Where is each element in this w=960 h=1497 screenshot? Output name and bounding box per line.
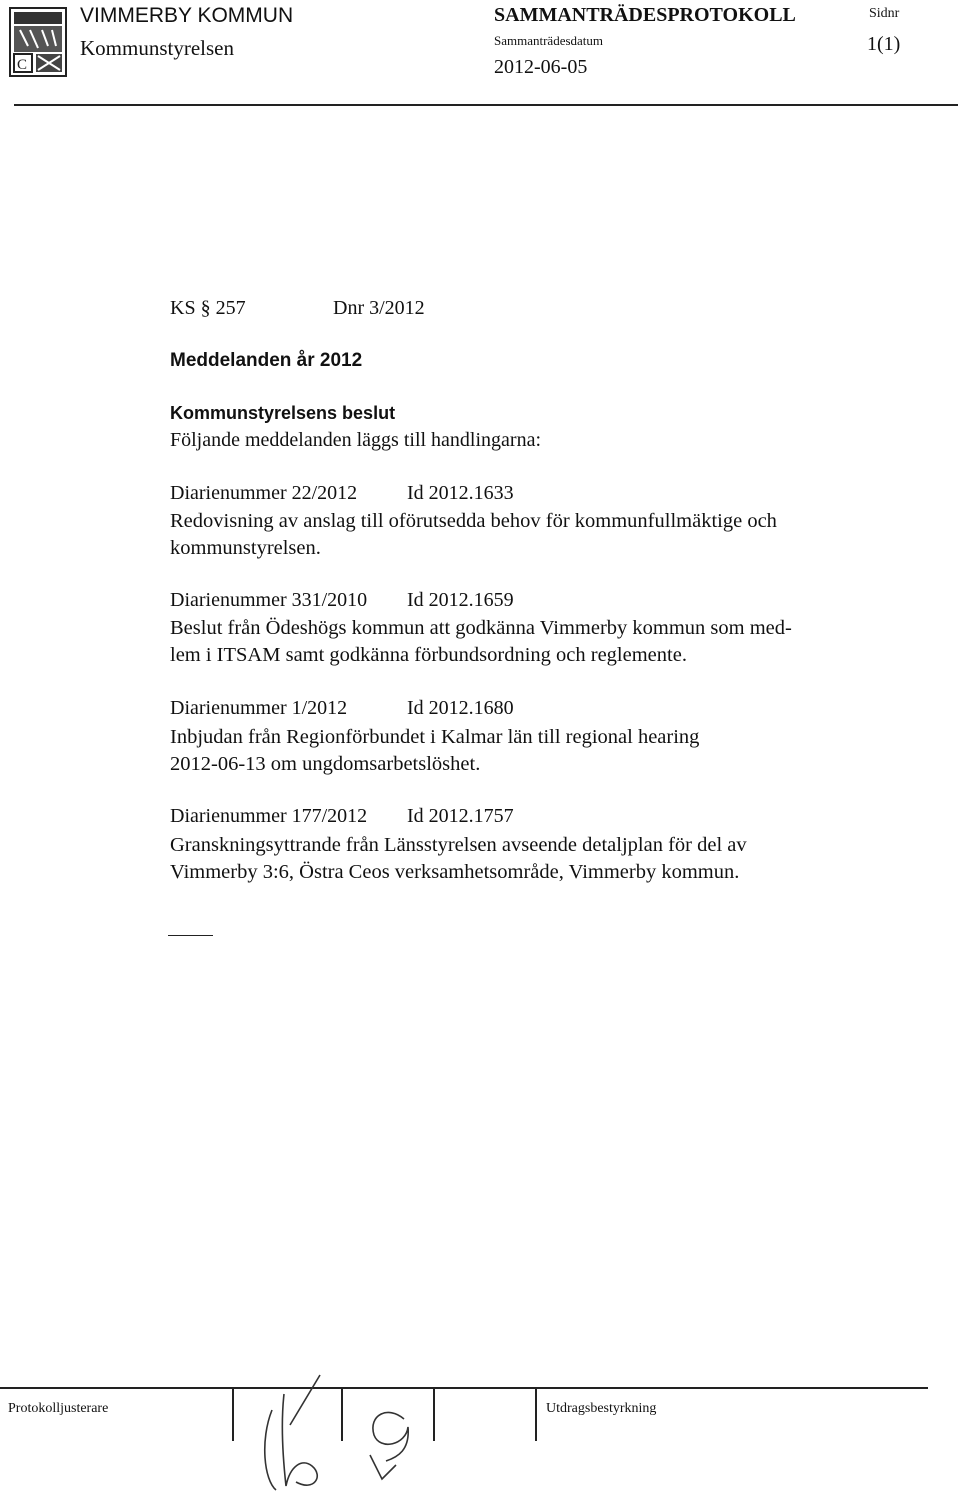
entry-diarienummer: Diarienummer 177/2012 xyxy=(170,805,368,827)
entry-diarienummer: Diarienummer 1/2012 xyxy=(170,697,348,719)
decision-heading: Kommunstyrelsens beslut xyxy=(170,403,396,423)
date-label: Sammanträdesdatum xyxy=(494,33,604,48)
entry-text-line: lem i ITSAM samt godkänna förbundsordning och reglemente. xyxy=(170,644,687,666)
end-rule xyxy=(168,935,213,936)
entry-text-line: kommunstyrelsen. xyxy=(170,537,321,559)
entry-text-line: Vimmerby 3:6, Östra Ceos verksamhetsområde, Vimmerby kommun. xyxy=(170,861,740,883)
paragraph-number: KS § 257 xyxy=(170,297,246,319)
entry-id: Id 2012.1757 xyxy=(407,805,514,827)
entry-id: Id 2012.1633 xyxy=(407,482,514,504)
entry-text-line: Granskningsyttrande från Länsstyrelsen avseende detaljplan för del av xyxy=(170,834,747,856)
extract-label: Utdragsbestyrkning xyxy=(546,1401,657,1416)
entry-diarienummer: Diarienummer 22/2012 xyxy=(170,482,358,504)
footer-divider xyxy=(0,1387,928,1389)
entry-id: Id 2012.1659 xyxy=(407,589,514,611)
header-divider xyxy=(14,104,958,106)
signature-box-divider xyxy=(433,1389,435,1441)
entry-text-line: Beslut från Ödeshögs kommun att godkänna Vimmerby kommun som med- xyxy=(170,617,792,639)
document-type: SAMMANTRÄDESPROTOKOLL xyxy=(494,4,796,26)
entry-text-line: Inbjudan från Regionförbundet i Kalmar län till regional hearing xyxy=(170,726,700,748)
signature-initials-2 xyxy=(352,1395,427,1490)
svg-text:C: C xyxy=(17,57,28,73)
signature-box-divider xyxy=(232,1389,234,1441)
decision-text: Följande meddelanden läggs till handlingarna: xyxy=(170,429,542,451)
signature-box-divider xyxy=(341,1389,343,1441)
entry-diarienummer: Diarienummer 331/2010 xyxy=(170,589,368,611)
entry-text-line: 2012-06-13 om ungdomsarbetslöshet. xyxy=(170,753,481,775)
signers-label: Protokolljusterare xyxy=(8,1401,109,1416)
page-label: Sidnr xyxy=(869,6,900,21)
entry-id: Id 2012.1680 xyxy=(407,697,514,719)
committee-name: Kommunstyrelsen xyxy=(80,36,234,60)
case-title: Meddelanden år 2012 xyxy=(170,350,363,371)
entry-text-line: Redovisning av anslag till oförutsedda behov för kommunfullmäktige och xyxy=(170,510,777,532)
meeting-date: 2012-06-05 xyxy=(494,56,588,78)
municipality-name: VIMMERBY KOMMUN xyxy=(80,4,294,27)
signature-box-divider xyxy=(535,1389,537,1441)
signature-initials-1 xyxy=(250,1370,340,1495)
page-number: 1(1) xyxy=(867,33,901,55)
coat-of-arms-logo xyxy=(8,6,68,78)
case-dnr: Dnr 3/2012 xyxy=(333,297,425,319)
